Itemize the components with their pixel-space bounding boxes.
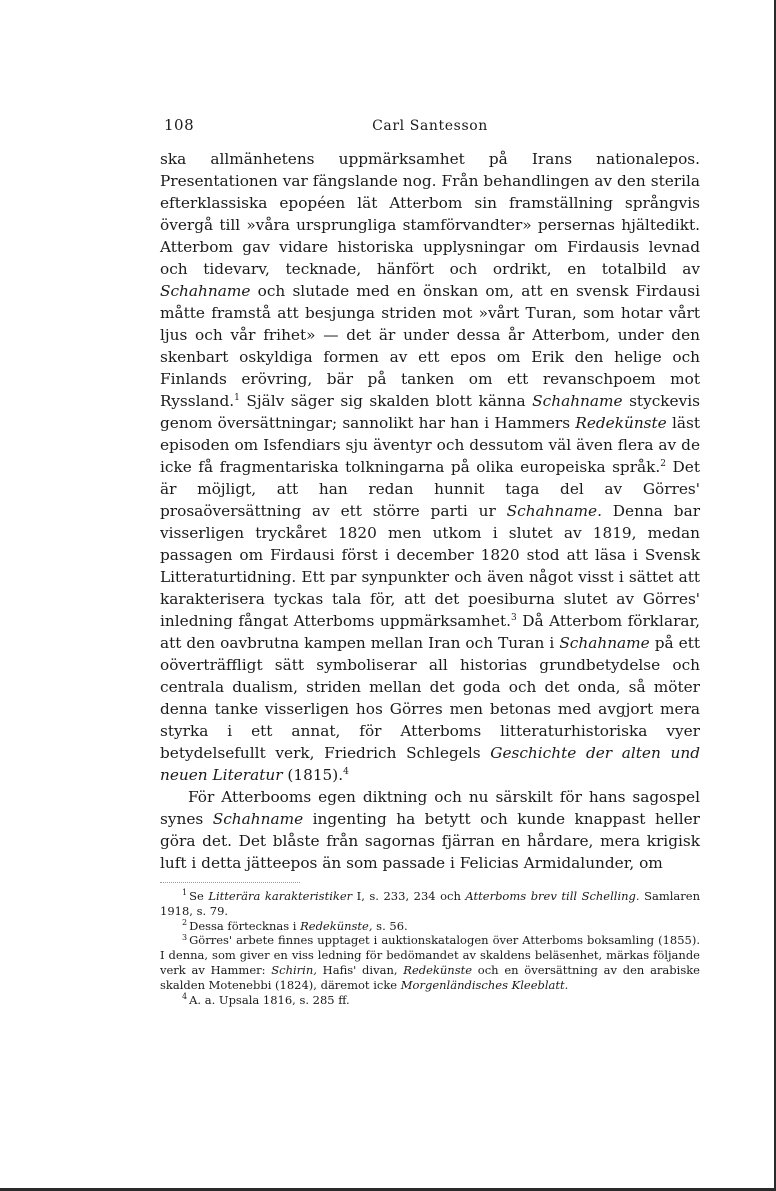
italic-title: Schahname [160, 282, 251, 300]
text-run: läst episoden om Isfendiars sju äventyr och dessutom väl även flera av de icke få fragmentariska tolkningarna på olika europeiska språk. [160, 414, 700, 476]
running-title: Carl Santesson [372, 118, 488, 134]
footnote-1 [160, 889, 700, 919]
italic-title: Morgenländisches Kleeblatt. [400, 977, 569, 992]
italic-title: Schahname [212, 810, 304, 828]
page-number: 108 [164, 116, 195, 134]
footnote-number: 2 [182, 917, 188, 927]
footnote-number: 4 [182, 991, 188, 1001]
text-run: Hafis' divan, [316, 962, 404, 977]
italic-title: Redekünste, [300, 918, 373, 933]
footnote-number: 1 [182, 888, 188, 898]
text-run: ska allmänhetens uppmärksamhet på Irans nationalepos. Presentationen var fängslande nog. Från behandlingen av den sterila efterklassiska epopéen lät Atterbom sin framställning språngvis övergå till »våra ursprungliga stamförvandter» persernas hjältedikt. Atterbom gav vidare historiska upplysningar om Firdausis levnad och tidevarv, tecknade, hänfört och ordrikt, en totalbild av [160, 150, 700, 278]
footnote-number: 3 [182, 932, 188, 942]
italic-title: Redekünste [403, 962, 473, 977]
footnote-2 [160, 919, 700, 934]
footnotes [160, 889, 700, 1007]
italic-title: Litterära karakteristiker [208, 889, 353, 903]
footnote-4 [160, 993, 700, 1008]
footnote-reference: 4 [343, 766, 349, 777]
text-run: ingenting ha betytt och kunde knappast heller göra det. Det blåste från sagornas fjärran en hårdare, mera krigisk luft i detta jätteepos än som passade i Felicias Armidalunder, om [160, 810, 700, 872]
text-run: (1815). [282, 766, 344, 784]
text-run: och en översättning av den arabiske skalden Motenebbi (1824), däremot icke [160, 962, 700, 992]
text-run: I, s. 233, 234 och [352, 889, 466, 903]
book-page [160, 116, 700, 1007]
italic-title: Schahname [532, 392, 623, 410]
footnote-3 [160, 933, 700, 992]
footnote-reference: 3 [510, 612, 517, 623]
text-run: Görres' arbete finnes upptaget i auktionskatalogen över Atterboms boksamling (1855). I denna, som giver en viss ledning för bedömandet av skaldens beläsenhet, märkas följande verk av Hammer: [160, 933, 700, 977]
text-run: Denna bar visserligen tryckåret 1820 men utkom i slutet av 1819, medan passagen om Firdausi först i december 1820 stod att läsa i Svensk Litteraturtidning. Ett par synpunkter och även något visst i sättet att karakterisera tyckas tala för, att det poesiburna slutet av Görres' inledning fångat Atterboms uppmärksamhet. [160, 502, 700, 630]
footnote-rule [160, 882, 300, 883]
text-run: Det är möjligt, att han redan hunnit taga del av Görres' prosaöversättning av ett större parti ur [160, 458, 700, 520]
italic-title: Schahname [559, 634, 650, 652]
text-run: på ett oöverträffligt sätt symboliserar all historias grundbetydelse och centrala dualism, striden mellan det goda och det onda, så möter denna tanke visserligen hos Görres men betonas med avgjort mera styrka i ett annat, för Atterboms litteraturhistoriska vyer betydelsefullt verk, Friedrich Schlegels [160, 634, 701, 762]
footnote-reference: 1 [234, 392, 240, 403]
footnote-reference: 2 [660, 458, 667, 469]
body-text [160, 148, 700, 874]
text-run: Samlaren 1918, s. 79. [160, 889, 700, 918]
italic-title: Schahname. [506, 502, 602, 520]
running-head [160, 116, 700, 142]
italic-title: Redekünste [575, 414, 667, 432]
text-run: styckevis genom översättningar; sannolikt har han i Hammers [160, 392, 700, 432]
text-run: och slutade med en önskan om, att en svensk Firdausi måtte framstå att besjunga striden mot »vårt Turan, som hotar vårt ljus och vår frihet» — det är under dessa år Atterbom, under den skenbart oskyldiga formen av ett epos om Erik den helige och Finlands erövring, bär på tanken om ett revanschpoem mot Ryssland. [160, 282, 700, 410]
paragraph-1 [160, 148, 700, 786]
text-run: Se [189, 889, 209, 903]
paragraph-2 [160, 786, 700, 874]
italic-title: Atterboms brev till Schelling. [465, 889, 640, 903]
text-run: För Atterbooms egen diktning och nu särskilt för hans sagospel synes [160, 788, 700, 828]
text-run: Dessa förtecknas i [189, 918, 301, 933]
text-run: s. 56. [372, 918, 408, 933]
italic-title: Geschichte der alten und neuen Literatur [160, 744, 700, 784]
text-run: Då Atterbom förklarar, att den oavbrutna kampen mellan Iran och Turan i [160, 612, 700, 652]
text-run: Själv säger sig skalden blott känna [239, 392, 533, 410]
italic-title: Schirin, [271, 962, 317, 977]
text-run: A. a. Upsala 1816, s. 285 ff. [189, 992, 350, 1007]
